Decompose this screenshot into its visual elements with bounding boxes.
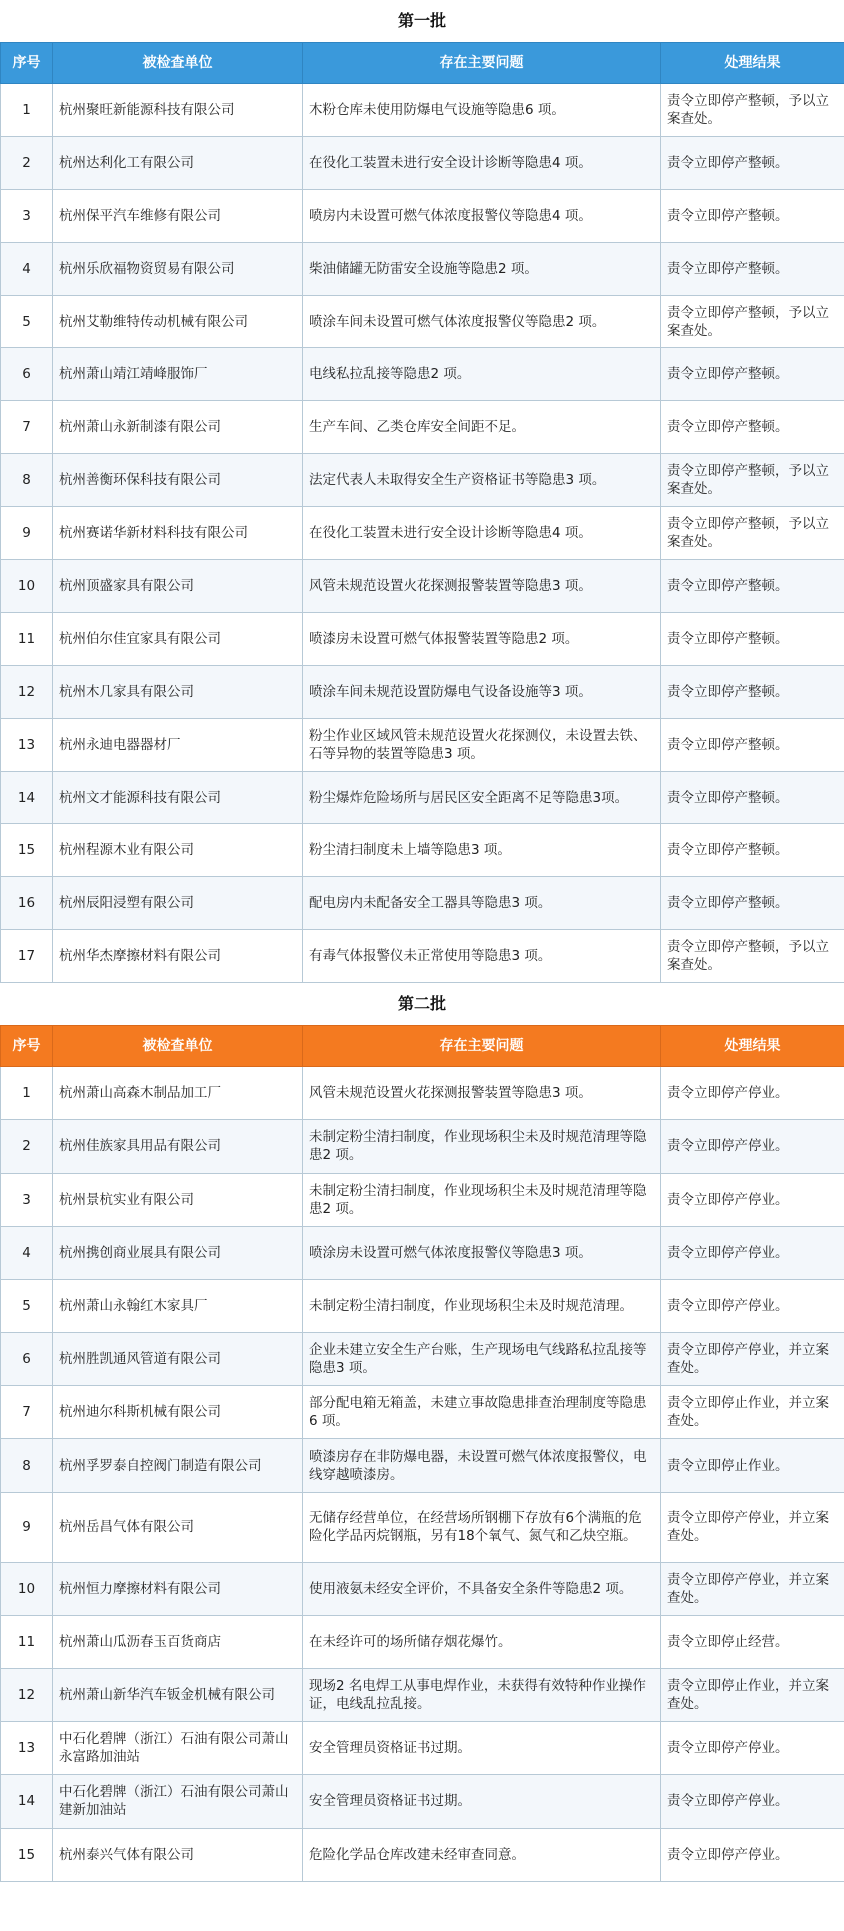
cell-result: 责令立即停产停业。 [661, 1722, 844, 1775]
table-row [1, 1615, 844, 1668]
header-problem: 存在主要问题 [303, 43, 661, 84]
table-row [1, 612, 844, 665]
cell-seq: 16 [1, 877, 53, 930]
table-row [1, 560, 844, 613]
table-row [1, 1386, 844, 1439]
cell-result: 责令立即停止作业。 [661, 1439, 844, 1492]
cell-unit: 杭州程源木业有限公司 [53, 824, 303, 877]
cell-unit: 杭州萧山新华汽车钣金机械有限公司 [53, 1669, 303, 1722]
table-row [1, 1226, 844, 1279]
cell-unit: 杭州伯尔佳宜家具有限公司 [53, 612, 303, 665]
cell-problem: 安全管理员资格证书过期。 [303, 1722, 661, 1775]
cell-seq: 10 [1, 1562, 53, 1615]
cell-seq: 4 [1, 1226, 53, 1279]
table-row [1, 877, 844, 930]
table-row [1, 84, 844, 137]
cell-result: 责令立即停产整顿。 [661, 560, 844, 613]
cell-seq: 9 [1, 507, 53, 560]
table-row [1, 136, 844, 189]
batch1-table [0, 42, 844, 983]
cell-seq: 12 [1, 665, 53, 718]
cell-problem: 安全管理员资格证书过期。 [303, 1775, 661, 1828]
table-row [1, 1669, 844, 1722]
cell-unit: 杭州孚罗泰自控阀门制造有限公司 [53, 1439, 303, 1492]
batch1-title: 第一批 [397, 11, 446, 30]
cell-unit: 中石化碧牌（浙江）石油有限公司萧山永富路加油站 [53, 1722, 303, 1775]
table-row [1, 1067, 844, 1120]
table-row [1, 507, 844, 560]
cell-problem: 未制定粉尘清扫制度，作业现场积尘未及时规范清理等隐患2 项。 [303, 1120, 661, 1173]
cell-result: 责令立即停产整顿，予以立案查处。 [661, 454, 844, 507]
table-row [1, 189, 844, 242]
table-row [1, 1333, 844, 1386]
table-row [1, 1562, 844, 1615]
table-row [1, 1439, 844, 1492]
cell-seq: 11 [1, 612, 53, 665]
cell-result: 责令立即停产停业。 [661, 1067, 844, 1120]
table-row [1, 1775, 844, 1828]
cell-unit: 杭州萧山瓜沥春玉百货商店 [53, 1615, 303, 1668]
table-row [1, 295, 844, 348]
cell-seq: 2 [1, 136, 53, 189]
cell-unit: 杭州聚旺新能源科技有限公司 [53, 84, 303, 137]
cell-unit: 杭州艾勒维特传动机械有限公司 [53, 295, 303, 348]
cell-seq: 17 [1, 930, 53, 983]
cell-unit: 杭州景杭实业有限公司 [53, 1173, 303, 1226]
cell-unit: 杭州华杰摩擦材料有限公司 [53, 930, 303, 983]
cell-problem: 粉尘爆炸危险场所与居民区安全距离不足等隐患3项。 [303, 771, 661, 824]
cell-result: 责令立即停产停业。 [661, 1226, 844, 1279]
cell-seq: 13 [1, 718, 53, 771]
cell-seq: 15 [1, 1828, 53, 1881]
cell-unit: 杭州赛诺华新材料科技有限公司 [53, 507, 303, 560]
cell-seq: 15 [1, 824, 53, 877]
cell-result: 责令立即停产停业，并立案查处。 [661, 1333, 844, 1386]
cell-seq: 3 [1, 1173, 53, 1226]
cell-problem: 有毒气体报警仪未正常使用等隐患3 项。 [303, 930, 661, 983]
table-row [1, 1828, 844, 1881]
cell-result: 责令立即停产整顿，予以立案查处。 [661, 930, 844, 983]
cell-result: 责令立即停产整顿。 [661, 189, 844, 242]
cell-problem: 喷房内未设置可燃气体浓度报警仪等隐患4 项。 [303, 189, 661, 242]
header-problem: 存在主要问题 [303, 1026, 661, 1067]
cell-result: 责令立即停产整顿。 [661, 665, 844, 718]
cell-seq: 3 [1, 189, 53, 242]
cell-result: 责令立即停产整顿。 [661, 824, 844, 877]
cell-result: 责令立即停产整顿。 [661, 136, 844, 189]
table-row [1, 1279, 844, 1332]
table-row [1, 824, 844, 877]
cell-problem: 木粉仓库未使用防爆电气设施等隐患6 项。 [303, 84, 661, 137]
cell-unit: 杭州木几家具有限公司 [53, 665, 303, 718]
table-row [1, 1722, 844, 1775]
cell-problem: 无储存经营单位，在经营场所钢棚下存放有6个满瓶的危险化学品丙烷钢瓶，另有18个氧气、氮气和乙炔空瓶。 [303, 1492, 661, 1562]
batch2-body [1, 1067, 844, 1882]
cell-seq: 7 [1, 401, 53, 454]
table-row [1, 1173, 844, 1226]
cell-seq: 1 [1, 1067, 53, 1120]
batch2-table [0, 1025, 844, 1882]
cell-problem: 在役化工装置未进行安全设计诊断等隐患4 项。 [303, 507, 661, 560]
cell-problem: 粉尘清扫制度未上墙等隐患3 项。 [303, 824, 661, 877]
cell-result: 责令立即停产停业。 [661, 1828, 844, 1881]
cell-unit: 中石化碧牌（浙江）石油有限公司萧山建新加油站 [53, 1775, 303, 1828]
cell-unit: 杭州永迪电器器材厂 [53, 718, 303, 771]
cell-seq: 6 [1, 1333, 53, 1386]
table-row [1, 454, 844, 507]
cell-result: 责令立即停止作业，并立案查处。 [661, 1386, 844, 1439]
cell-unit: 杭州萧山永新制漆有限公司 [53, 401, 303, 454]
cell-unit: 杭州胜凯通风管道有限公司 [53, 1333, 303, 1386]
cell-result: 责令立即停产整顿。 [661, 348, 844, 401]
cell-problem: 喷涂房未设置可燃气体浓度报警仪等隐患3 项。 [303, 1226, 661, 1279]
cell-problem: 法定代表人未取得安全生产资格证书等隐患3 项。 [303, 454, 661, 507]
cell-problem: 风管未规范设置火花探测报警装置等隐患3 项。 [303, 1067, 661, 1120]
batch1-header-row [1, 43, 844, 84]
cell-seq: 5 [1, 1279, 53, 1332]
cell-problem: 危险化学品仓库改建未经审查同意。 [303, 1828, 661, 1881]
cell-seq: 2 [1, 1120, 53, 1173]
cell-unit: 杭州辰阳浸塑有限公司 [53, 877, 303, 930]
header-result: 处理结果 [661, 43, 844, 84]
cell-unit: 杭州恒力摩擦材料有限公司 [53, 1562, 303, 1615]
cell-seq: 6 [1, 348, 53, 401]
batch1-body [1, 84, 844, 983]
cell-result: 责令立即停产整顿，予以立案查处。 [661, 84, 844, 137]
cell-result: 责令立即停产停业，并立案查处。 [661, 1562, 844, 1615]
header-seq: 序号 [1, 1026, 53, 1067]
table-row [1, 242, 844, 295]
cell-problem: 生产车间、乙类仓库安全间距不足。 [303, 401, 661, 454]
cell-seq: 11 [1, 1615, 53, 1668]
cell-problem: 喷漆房存在非防爆电器，未设置可燃气体浓度报警仪，电线穿越喷漆房。 [303, 1439, 661, 1492]
cell-unit: 杭州萧山靖江靖峰服饰厂 [53, 348, 303, 401]
cell-seq: 9 [1, 1492, 53, 1562]
cell-result: 责令立即停产整顿。 [661, 771, 844, 824]
cell-result: 责令立即停产停业，并立案查处。 [661, 1492, 844, 1562]
cell-result: 责令立即停止作业，并立案查处。 [661, 1669, 844, 1722]
cell-problem: 部分配电箱无箱盖，未建立事故隐患排查治理制度等隐患6 项。 [303, 1386, 661, 1439]
batch2-title: 第二批 [397, 994, 446, 1014]
cell-seq: 13 [1, 1722, 53, 1775]
cell-unit: 杭州达利化工有限公司 [53, 136, 303, 189]
cell-result: 责令立即停产整顿。 [661, 718, 844, 771]
table-row [1, 771, 844, 824]
table-row [1, 1120, 844, 1173]
cell-problem: 电线私拉乱接等隐患2 项。 [303, 348, 661, 401]
cell-seq: 1 [1, 84, 53, 137]
cell-problem: 喷涂车间未规范设置防爆电气设备设施等3 项。 [303, 665, 661, 718]
cell-result: 责令立即停产整顿，予以立案查处。 [661, 507, 844, 560]
cell-seq: 5 [1, 295, 53, 348]
table-row [1, 401, 844, 454]
cell-seq: 4 [1, 242, 53, 295]
cell-unit: 杭州乐欣福物资贸易有限公司 [53, 242, 303, 295]
cell-seq: 14 [1, 771, 53, 824]
cell-problem: 未制定粉尘清扫制度，作业现场积尘未及时规范清理等隐患2 项。 [303, 1173, 661, 1226]
header-result: 处理结果 [661, 1026, 844, 1067]
header-unit: 被检查单位 [53, 1026, 303, 1067]
cell-problem: 企业未建立安全生产台账，生产现场电气线路私拉乱接等隐患3 项。 [303, 1333, 661, 1386]
cell-problem: 配电房内未配备安全工器具等隐患3 项。 [303, 877, 661, 930]
cell-result: 责令立即停产停业。 [661, 1120, 844, 1173]
cell-problem: 粉尘作业区域风管未规范设置火花探测仪，未设置去铁、石等异物的装置等隐患3 项。 [303, 718, 661, 771]
cell-unit: 杭州文才能源科技有限公司 [53, 771, 303, 824]
cell-seq: 12 [1, 1669, 53, 1722]
cell-problem: 在役化工装置未进行安全设计诊断等隐患4 项。 [303, 136, 661, 189]
cell-unit: 杭州泰兴气体有限公司 [53, 1828, 303, 1881]
cell-result: 责令立即停产整顿。 [661, 877, 844, 930]
table-row [1, 665, 844, 718]
cell-unit: 杭州携创商业展具有限公司 [53, 1226, 303, 1279]
cell-unit: 杭州佳族家具用品有限公司 [53, 1120, 303, 1173]
cell-unit: 杭州萧山高森木制品加工厂 [53, 1067, 303, 1120]
cell-unit: 杭州保平汽车维修有限公司 [53, 189, 303, 242]
cell-problem: 未制定粉尘清扫制度，作业现场积尘未及时规范清理。 [303, 1279, 661, 1332]
cell-result: 责令立即停产整顿。 [661, 242, 844, 295]
table-row [1, 930, 844, 983]
cell-seq: 8 [1, 454, 53, 507]
cell-unit: 杭州善衡环保科技有限公司 [53, 454, 303, 507]
header-seq: 序号 [1, 43, 53, 84]
cell-unit: 杭州岳昌气体有限公司 [53, 1492, 303, 1562]
cell-result: 责令立即停产停业。 [661, 1173, 844, 1226]
cell-seq: 7 [1, 1386, 53, 1439]
cell-seq: 14 [1, 1775, 53, 1828]
cell-unit: 杭州顶盛家具有限公司 [53, 560, 303, 613]
cell-problem: 使用液氨未经安全评价，不具备安全条件等隐患2 项。 [303, 1562, 661, 1615]
cell-problem: 在未经许可的场所储存烟花爆竹。 [303, 1615, 661, 1668]
cell-unit: 杭州迪尔科斯机械有限公司 [53, 1386, 303, 1439]
cell-problem: 现场2 名电焊工从事电焊作业，未获得有效特种作业操作证，电线乱拉乱接。 [303, 1669, 661, 1722]
cell-result: 责令立即停产整顿。 [661, 401, 844, 454]
cell-unit: 杭州萧山永翰红木家具厂 [53, 1279, 303, 1332]
cell-seq: 8 [1, 1439, 53, 1492]
table-row [1, 1492, 844, 1562]
cell-problem: 喷漆房未设置可燃气体报警装置等隐患2 项。 [303, 612, 661, 665]
cell-problem: 风管未规范设置火花探测报警装置等隐患3 项。 [303, 560, 661, 613]
cell-problem: 柴油储罐无防雷安全设施等隐患2 项。 [303, 242, 661, 295]
table-row [1, 348, 844, 401]
table-row [1, 718, 844, 771]
cell-result: 责令立即停产整顿，予以立案查处。 [661, 295, 844, 348]
cell-result: 责令立即停产整顿。 [661, 612, 844, 665]
cell-result: 责令立即停产停业。 [661, 1279, 844, 1332]
cell-seq: 10 [1, 560, 53, 613]
cell-problem: 喷涂车间未设置可燃气体浓度报警仪等隐患2 项。 [303, 295, 661, 348]
cell-result: 责令立即停止经营。 [661, 1615, 844, 1668]
cell-result: 责令立即停产停业。 [661, 1775, 844, 1828]
batch2-header-row [1, 1026, 844, 1067]
header-unit: 被检查单位 [53, 43, 303, 84]
